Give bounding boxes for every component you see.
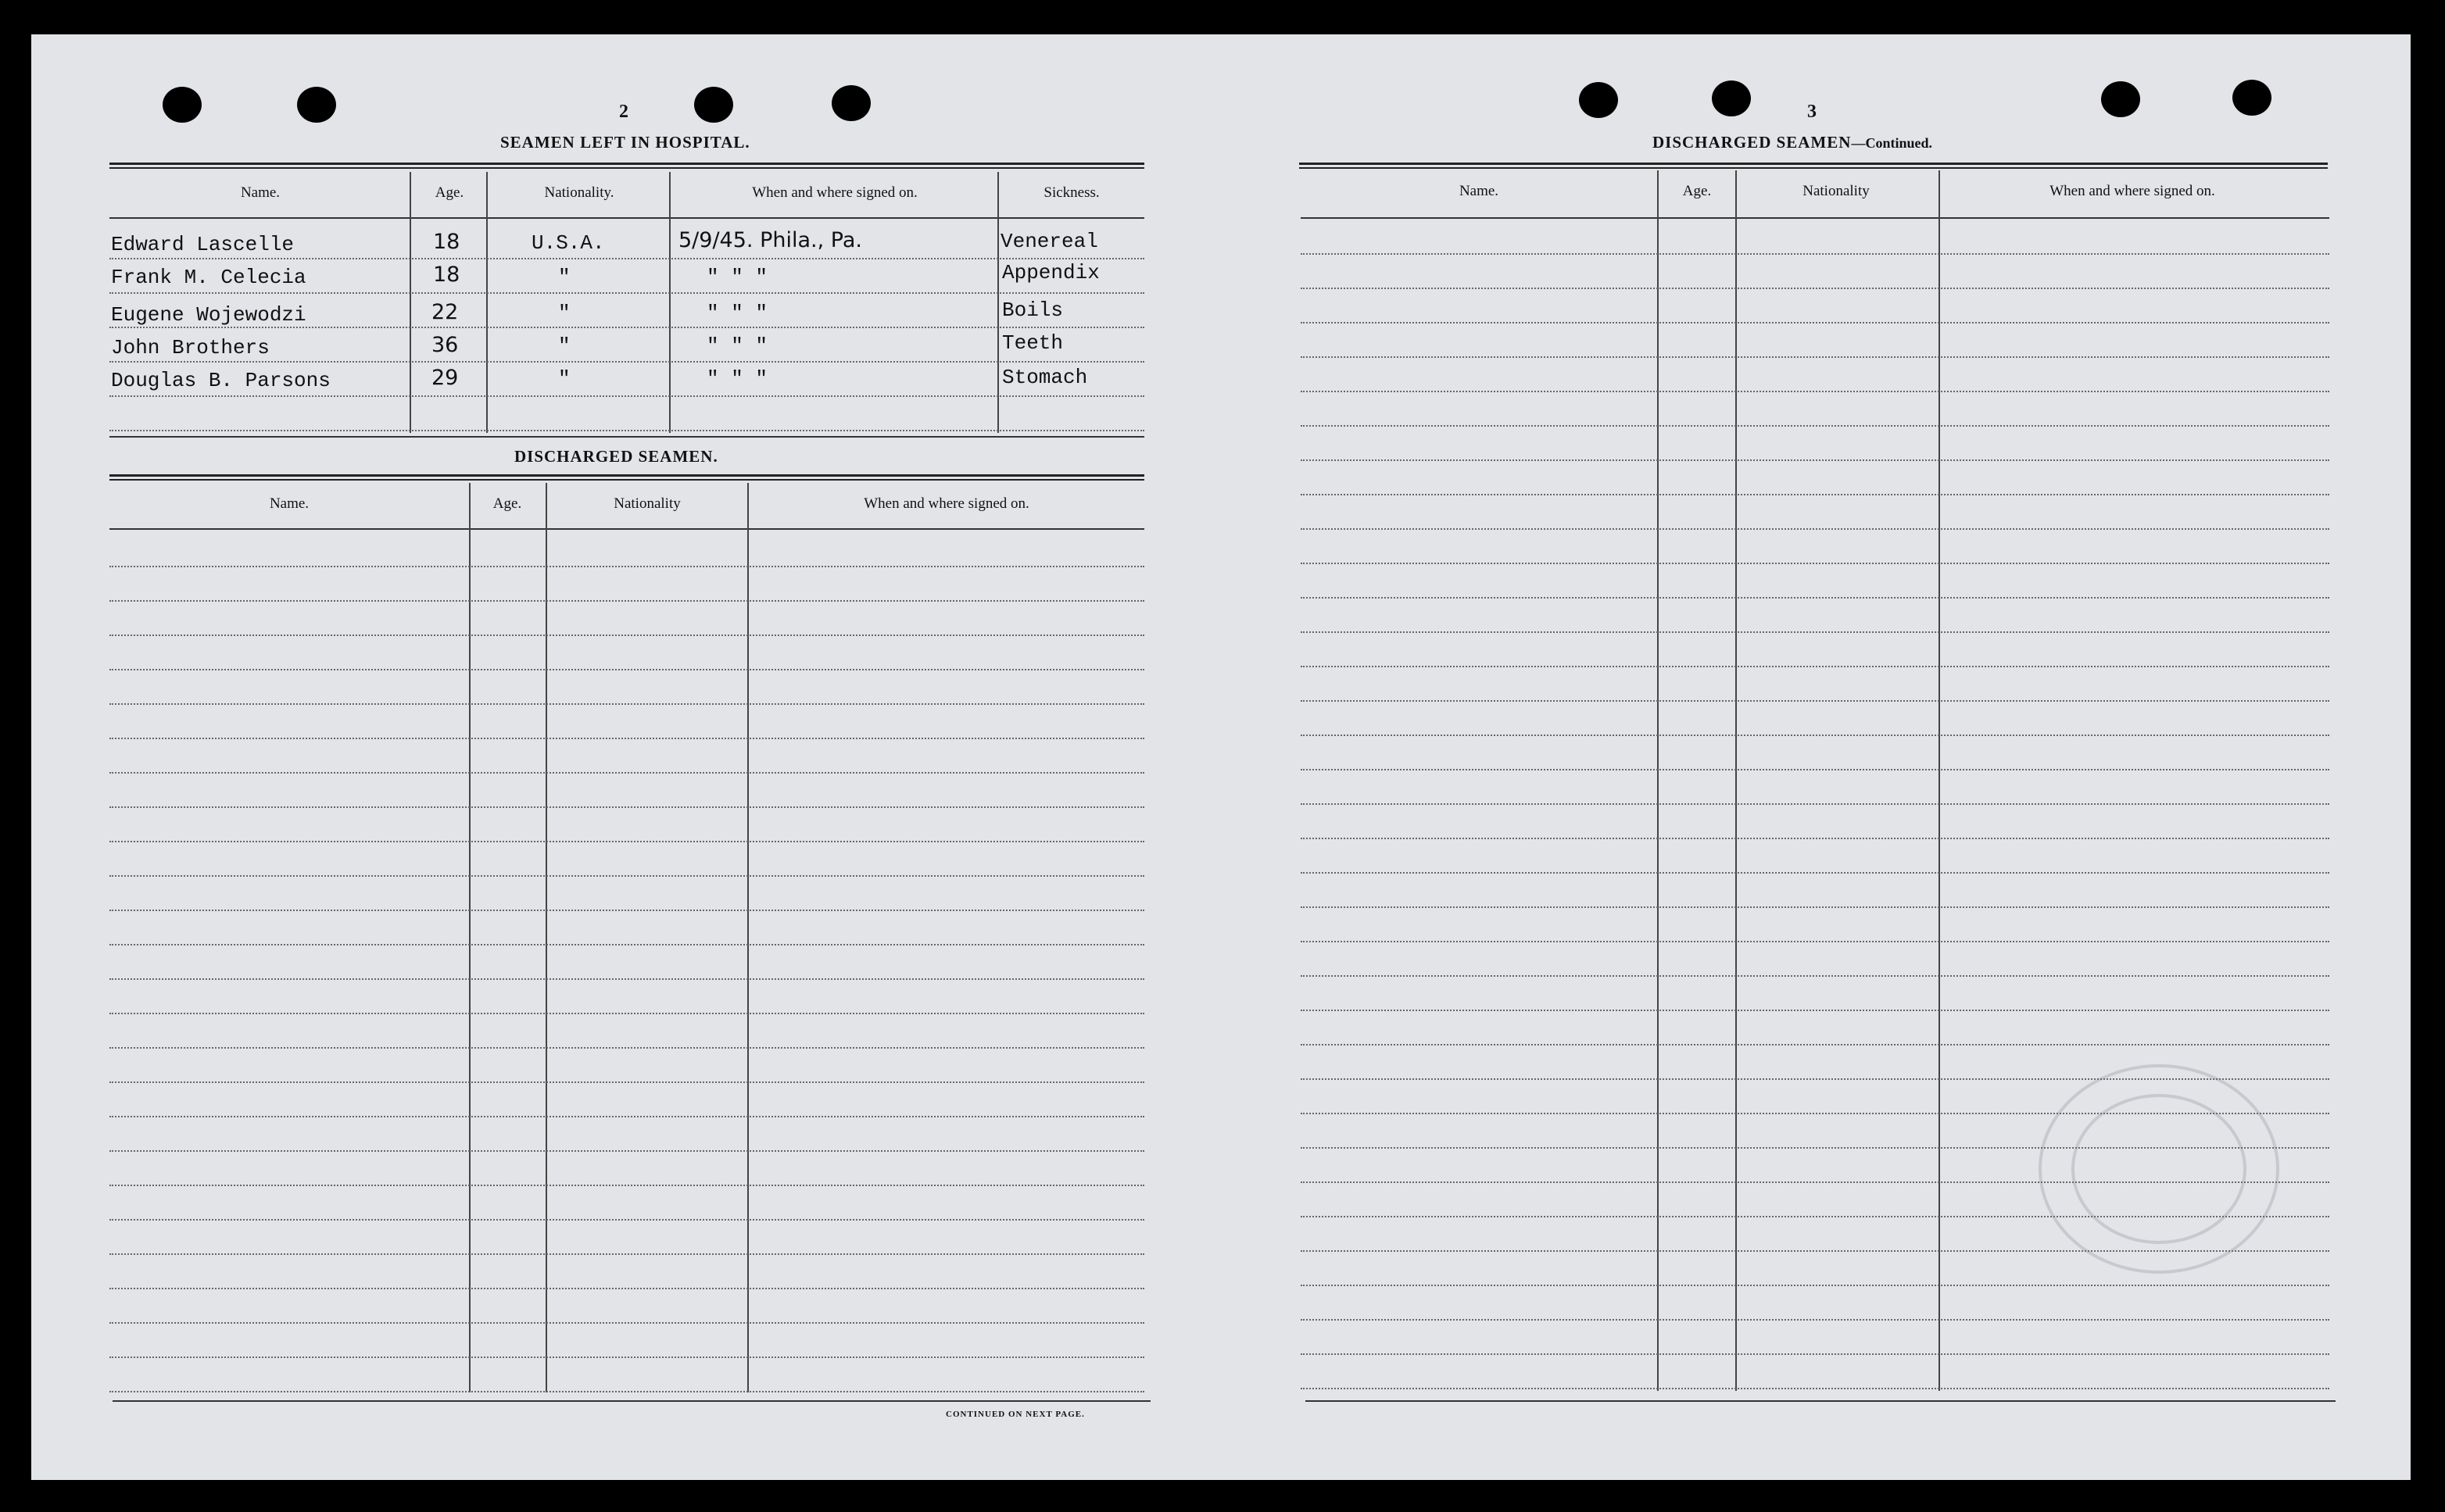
table-row-nationality: " bbox=[558, 266, 571, 289]
table-row-name: John Brothers bbox=[111, 336, 270, 359]
table-row-sickness: Teeth bbox=[1002, 331, 1064, 355]
table-row-signed-on: " " " bbox=[707, 367, 768, 391]
col-header-nationality: Nationality bbox=[614, 495, 681, 512]
table-row-nationality: " bbox=[558, 367, 571, 391]
hospital-bottom-rule bbox=[109, 436, 1144, 438]
faint-stamp-inner bbox=[2071, 1094, 2246, 1244]
table-row-name: Douglas B. Parsons bbox=[111, 369, 331, 392]
col-header-signed-on: When and where signed on. bbox=[864, 495, 1029, 512]
table-row-signed-on: 5/9/45. Phila., Pa. bbox=[678, 228, 862, 252]
table-row-sickness: Appendix bbox=[1002, 261, 1100, 284]
discharged-bottom-rule bbox=[113, 1400, 1151, 1402]
table-row-nationality: " bbox=[558, 302, 571, 325]
discharged-section-title: DISCHARGED SEAMEN. bbox=[514, 447, 718, 466]
table-row-age: 29 bbox=[431, 366, 459, 390]
table-row-sickness: Venereal bbox=[1001, 230, 1098, 253]
discharged-header-rule bbox=[109, 474, 1144, 481]
col-header-signed-on: When and where signed on. bbox=[2049, 183, 2215, 199]
table-row-signed-on: " " " bbox=[707, 266, 768, 289]
col-header-age: Age. bbox=[435, 184, 464, 201]
title-main: DISCHARGED SEAMEN bbox=[1652, 133, 1852, 152]
col-header-nationality: Nationality bbox=[1802, 183, 1870, 199]
table-row-age: 36 bbox=[431, 333, 459, 357]
punch-hole bbox=[1712, 80, 1751, 116]
punch-hole bbox=[832, 85, 871, 121]
hospital-section-title: SEAMEN LEFT IN HOSPITAL. bbox=[500, 133, 750, 152]
discharged-continued-title bbox=[1652, 133, 1932, 152]
hospital-header-underline bbox=[109, 217, 1144, 219]
col-header-age: Age. bbox=[492, 495, 522, 512]
table-row-name: Frank M. Celecia bbox=[111, 266, 306, 289]
title-suffix: —Continued. bbox=[1851, 135, 1932, 151]
table-row-nationality: " bbox=[558, 334, 571, 358]
punch-hole bbox=[1579, 82, 1618, 118]
continued-footer: CONTINUED ON NEXT PAGE. bbox=[946, 1410, 1085, 1419]
col-header-name: Name. bbox=[240, 184, 281, 201]
col-header-name: Name. bbox=[1459, 183, 1499, 199]
page-number-left: 2 bbox=[619, 102, 628, 122]
punch-hole bbox=[694, 87, 733, 123]
table-row-signed-on: " " " bbox=[707, 334, 768, 358]
punch-hole bbox=[2232, 80, 2271, 116]
table-row-name: Edward Lascelle bbox=[111, 233, 295, 256]
right-bottom-rule bbox=[1305, 1400, 2336, 1402]
table-row-age: 22 bbox=[431, 300, 459, 324]
right-header-rule bbox=[1299, 163, 2328, 169]
punch-hole bbox=[163, 87, 202, 123]
page-number-right: 3 bbox=[1807, 102, 1817, 122]
table-row-sickness: Boils bbox=[1002, 298, 1064, 322]
punch-hole bbox=[297, 87, 336, 123]
table-row-sickness: Stomach bbox=[1002, 366, 1088, 389]
punch-hole bbox=[2101, 81, 2140, 117]
table-row-signed-on: " " " bbox=[707, 302, 768, 325]
col-header-nationality: Nationality. bbox=[544, 184, 614, 201]
hospital-header-rule bbox=[109, 163, 1144, 169]
right-header-underline bbox=[1301, 217, 2329, 219]
col-header-name: Name. bbox=[269, 495, 310, 512]
col-header-age: Age. bbox=[1682, 183, 1712, 199]
discharged-ruled-rows bbox=[109, 533, 1144, 1392]
table-row-age: 18 bbox=[433, 263, 460, 287]
discharged-header-underline bbox=[109, 528, 1144, 530]
col-header-sickness: Sickness. bbox=[1044, 184, 1100, 201]
col-header-signed-on: When and where signed on. bbox=[752, 184, 918, 201]
table-row-nationality: U.S.A. bbox=[532, 231, 605, 255]
table-row-age: 18 bbox=[433, 230, 460, 254]
table-row-name: Eugene Wojewodzi bbox=[111, 303, 306, 327]
